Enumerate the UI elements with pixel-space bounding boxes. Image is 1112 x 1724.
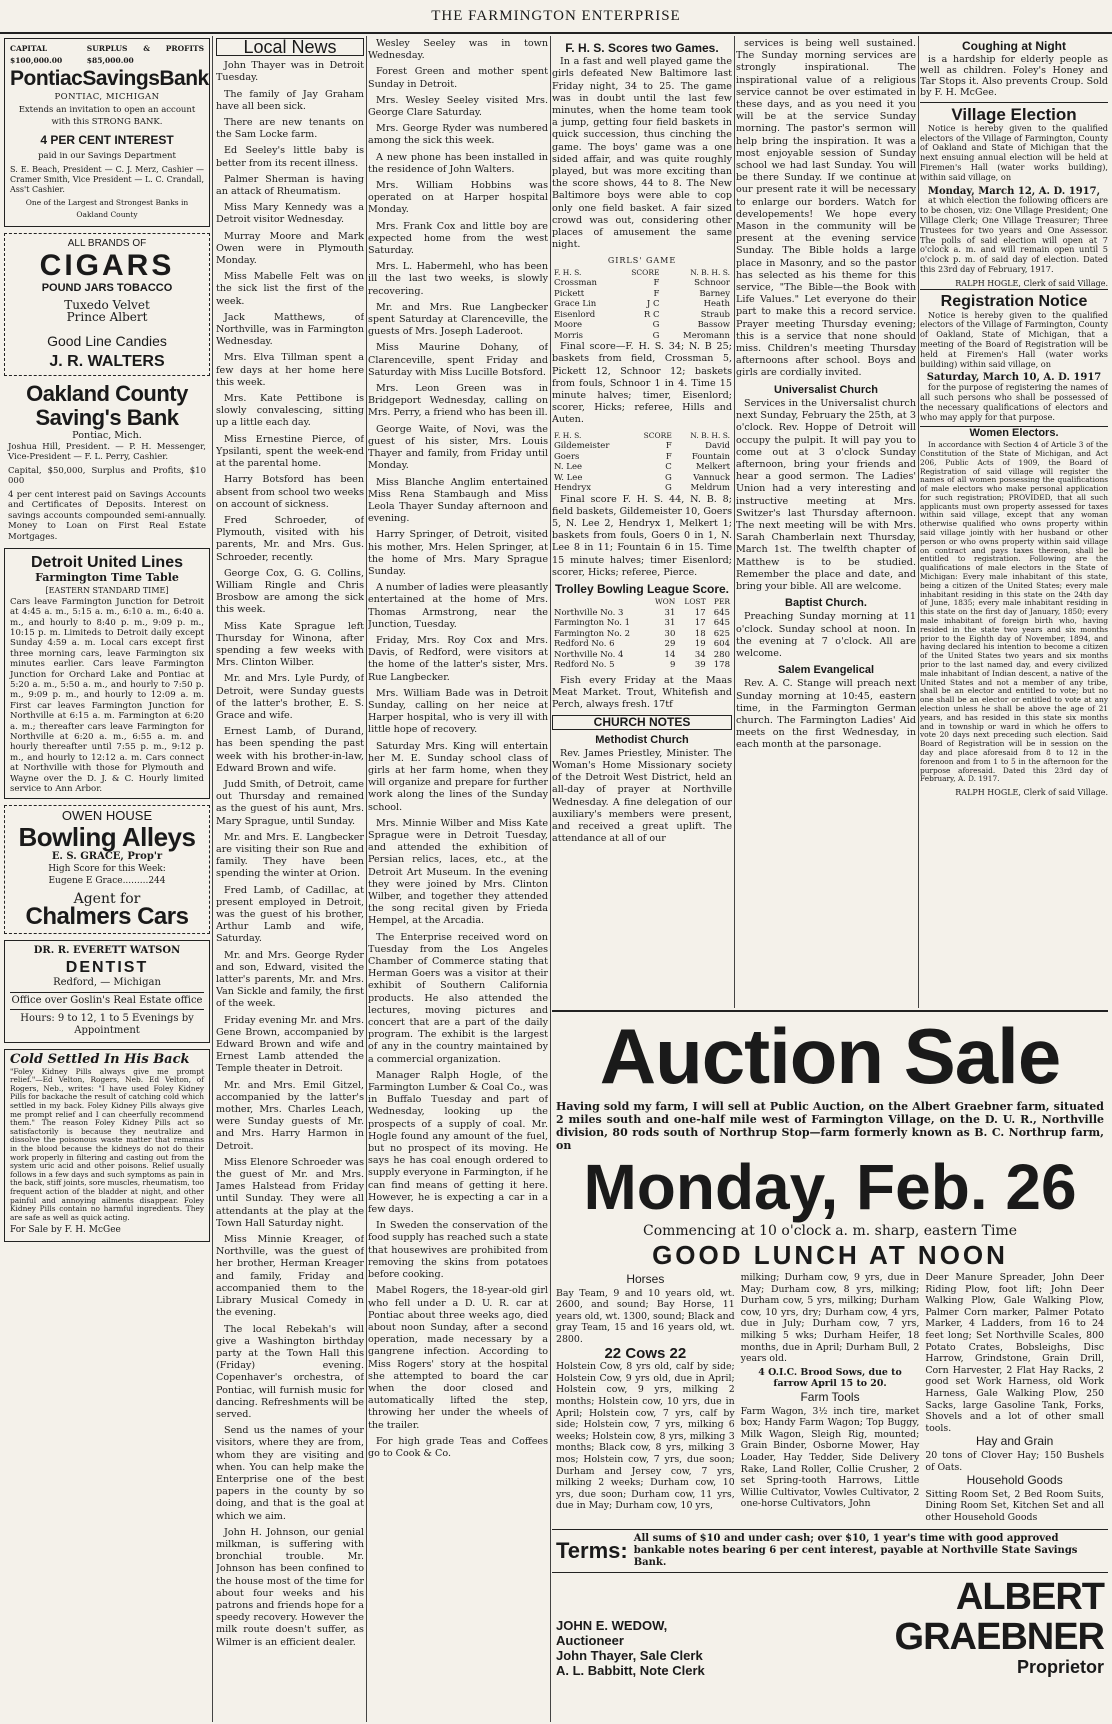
table-cell: 9 xyxy=(669,660,676,671)
table-cell: Pickett xyxy=(554,288,585,299)
news-item: A number of ladies were pleasantly entertained at the home of Mrs. Thomas Armstrong, near the Junction, Tuesday. xyxy=(368,582,548,630)
table-cell: 178 xyxy=(713,660,730,671)
news-item: Mrs. George Ryder was numbered among the sick this week. xyxy=(368,123,548,147)
column-church xyxy=(736,38,916,1010)
news-item: Mr. and Mrs. George Ryder and son, Edward, visited the latter's parents, Mr. and Mrs. Van Sickle and family, the first of the week. xyxy=(216,949,364,1010)
news-item: Jack Matthews, of Northville, was in Farmington Wednesday. xyxy=(216,311,364,348)
table-row xyxy=(552,452,732,463)
table-row xyxy=(552,618,732,629)
table-header-cell: F. H. S. xyxy=(554,267,582,277)
tools-body-2: Deer Manure Spreader, John Deer Riding Plow, foot lift; John Deer Walking Plow, Gale Walking Plow, Palmer Corn marker, Palmer Potato Marker, 4 Ladders, from 16 to 24 feet long; Set Northville Scales, 800 Potato Crates, Bobsleighs, Disc Harrow, Grindstone, Grain Drill, Corn Harvester, 2 Flat Hay Racks, 2 good set Work Harness, old Work Harness, Gale Walking Plow, 250 Sacks, large Gasoline Tank, Forks, Shovels and a lot of other small tools. xyxy=(925,1272,1105,1434)
methodist-body: Rev. James Priestley, Minister. The Woman's Home Missionary society of the Detroit West District, held an all-day of prayer at Northville Wednesday. A fine delegation of our auxiliary's members were present, and received a great uplift. The attendance at all of our xyxy=(552,747,732,845)
bowling-league-title: Trolley Bowling League Score. xyxy=(554,582,730,596)
proprietor-label: Proprietor xyxy=(1016,1657,1104,1678)
table-cell: 30 xyxy=(664,628,676,639)
table-row xyxy=(552,473,732,484)
cold-settled-ad xyxy=(4,1049,210,1242)
bank-interest: 4 PER CENT INTEREST xyxy=(40,133,174,148)
table-row xyxy=(552,462,732,473)
cold-sale: For Sale by F. H. McGee xyxy=(10,1225,121,1236)
news-item: Miss Kate Sprague left Thursday for Winona, after spending a few weeks with Mrs. Clinton Wilber. xyxy=(216,620,364,669)
news-item: Miss Blanche Anglim entertained Miss Rena Stambaugh and Miss Leola Thayer Sunday afternoon and evening. xyxy=(368,476,548,525)
election-title: Village Election xyxy=(920,102,1108,124)
news-item: Mabel Rogers, the 18-year-old girl who fell under a D. U. R. car at Pontiac about three weeks ago, died about noon Sunday, after a second operation, made necessary by a gangrene infection. According to Miss Rogers' story at the hospital she attempted to board the car when the door closed and automatically lifted the step, throwing her under the wheels of the trailer. xyxy=(368,1285,548,1431)
table-cell: G xyxy=(652,330,660,341)
oak-loc: Pontiac, Mich. xyxy=(72,429,142,441)
news-item: Mrs. William Bade was in Detroit Sunday, calling on her neice at Harper hospital, who is very ill with little hope of recovery. xyxy=(368,687,548,736)
news-item: Mr. and Mrs. E. Langbecker are visiting their son Rue and family. They have been spending the winter at Orion. xyxy=(216,831,364,880)
table-row xyxy=(552,331,732,342)
table-cell: 604 xyxy=(713,639,730,650)
news-list xyxy=(368,38,548,1460)
oic-sows: 4 O.I.C. Brood Sows, due to farrow April 15 to 20. xyxy=(758,1366,902,1390)
women-electors-sign: RALPH HOGLE, Clerk of said Village. xyxy=(955,788,1108,798)
table-cell: 645 xyxy=(713,618,730,629)
news-item: Mrs. Minnie Wilber and Miss Kate Sprague were in Detroit Tuesday, and attended the exhibition of Persian relics, laces, etc., at the Detroit Art Museum. In the evening they were joined by Mrs. Clinton Wilber, and together they attended the song recital given by Frieda Hempel, at the Arcadia. xyxy=(368,817,548,927)
news-item: Mrs. William Hobbins was operated on at Harper hospital Monday. xyxy=(368,180,548,216)
table-cell: 18 xyxy=(694,628,706,639)
bank-name: PontiacSavingsBank xyxy=(10,67,209,91)
boys-summary: Final score F. H. S. 44, N. B. 8; field baskets, Gildemeister 10, Goers 5, N. Lee 2, Hendryx 1, Melkert 1; baskets from fouls, Goers 0 in 1, N. Lee 8 in 11; Fountain 6 in 15. Time 15 minute halves; timer Eisenlord; scorer, Hicks; referee, Pierce. xyxy=(552,493,732,578)
table-cell: Meldrum xyxy=(690,483,730,494)
table-cell: Gildemeister xyxy=(554,441,610,452)
table-cell: Vannuck xyxy=(693,472,730,483)
dentist-ad xyxy=(4,940,210,1042)
column-notices xyxy=(920,38,1108,1010)
auction-col-tools xyxy=(741,1272,920,1523)
election-body: Notice is hereby given to the qualified electors of the Village of Farmington, County of Oakland and State of Michigan that the next ensuing annual election will be held at Firemen's Hall (water works building), within said village, on xyxy=(920,122,1108,182)
oak-capital: Capital, $50,000, Surplus and Profits, $10 000 xyxy=(8,465,206,487)
note-clerk: A. L. Babbitt, Note Clerk xyxy=(556,1663,705,1679)
auction-sale-ad xyxy=(552,1010,1108,1718)
auction-date: Monday, Feb. 26 xyxy=(583,1151,1077,1223)
dentist-title: DENTIST xyxy=(65,958,149,976)
local-news-header: Local News xyxy=(216,38,364,56)
column-rule xyxy=(212,36,213,1722)
table-cell: N. Lee xyxy=(554,462,583,473)
cigars-title: CIGARS xyxy=(39,248,175,282)
table-cell: 17 xyxy=(694,607,706,618)
news-item: George Waite, of Novi, was the guest of his sister, Mrs. Louis Thayer and family, from Friday until Monday. xyxy=(368,423,548,472)
table-cell: R C xyxy=(643,309,660,320)
election-sign: RALPH HOGLE, Clerk of said Village. xyxy=(955,278,1108,288)
news-item: The Enterprise received word on Tuesday from the Los Angeles Chamber of Commerce stating that Herman Goers was a visitor at their exhibit of Southern California products. He also attended the lectures, moving pictures and concert that are a part of the daily program. The exhibit is the largest of any in the country maintained by a commercial organization. xyxy=(368,931,548,1065)
table-cell: David xyxy=(705,441,730,452)
tools-body: Farm Wagon, 3½ inch tire, market box; Handy Farm Wagon; Top Buggy, Milk Wagon, Sleigh Rig, mounted; Grain Binder, Osborne Mower, Hay Loader, Hay Tedder, Side Delivery Rake, Land Roller, Collie Crusher, 2 set Spring-tooth Harrows, Little Willie Cultivator, Vowles Cultivator, 2 one-horse Cultivators, John xyxy=(740,1405,920,1510)
news-item: John Thayer was in Detroit Tuesday. xyxy=(216,60,364,84)
registration-body: Notice is hereby given to the qualified electors of the Village of Farmington, County of Oakland, State of Michigan, that a meeting of the Board of Registration will be held at Firemen's Hall (water works building) within said village, on xyxy=(920,309,1108,369)
table-row xyxy=(552,483,732,494)
owner-name: ALBERT GRAEBNER xyxy=(894,1576,1104,1659)
oak-officers: Joshua Hill, President. — P. H. Messenger, Vice-President — F. L. Perry, Cashier. xyxy=(8,441,206,463)
registration-body-2: for the purpose of registering the names of all such persons who shall be possessed of the necessary qualifications of electors and who may apply for that purpose. xyxy=(920,382,1108,422)
news-item: Ed Seeley's little baby is better from its recent illness. xyxy=(216,145,364,169)
column-ads xyxy=(4,38,210,1720)
baptist-body: Preaching Sunday morning at 11 o'clock. Sunday school at noon. In the evening at 7 o'clock. All are welcome. xyxy=(736,611,916,659)
table-cell: F xyxy=(653,288,660,299)
news-item: The local Rebekah's will give a Washington birthday party at the Town Hall this (Friday) evening. Copenhaver's orchestra, of Pontiac, will furnish music for dancing. Refreshments will be served. xyxy=(216,1323,364,1420)
methodist-title: Methodist Church xyxy=(595,733,689,746)
table-cell: 31 xyxy=(664,618,676,629)
table-row xyxy=(552,299,732,310)
table-cell: 280 xyxy=(713,649,730,660)
fhs-body: In a fast and well played game the girls defeated New Baltimore last Friday night, 34 to 25. The game was in doubt until the last few minutes, when the home team took a jump, getting four field baskets in quick succession, thus cinching the game. The boys' game was a one sided affair, and was quite roughly played, but was more exciting than the score shows, 44 to 8. The New Baltimore boys were able to cop only one field basket. A fair sized crowd was out, considering other places of amusement the same night. xyxy=(552,56,732,251)
auction-lead: Having sold my farm, I will sell at Public Auction, on the Albert Graebner farm, situated 2 miles south and one-half mile west of Farmington Village, on the D. U. R., Northville division, 80 rods south of Northrup Stop—farm formerly known as B. C. Northrup farm, on xyxy=(556,1100,1104,1152)
table-cell: 34 xyxy=(694,649,706,660)
chalmers-title: Chalmers Cars xyxy=(25,903,189,931)
table-cell: C xyxy=(665,462,672,473)
column-news-2 xyxy=(368,38,548,1720)
bank-invite: Extends an invitation to open an account with this STRONG BANK. xyxy=(18,104,196,127)
table-header-cell: PER xyxy=(713,597,730,607)
bowling-score-label: High Score for this Week: xyxy=(48,863,166,874)
auction-items xyxy=(552,1270,1108,1525)
auctioneer: JOHN E. WEDOW, Auctioneer xyxy=(556,1618,668,1649)
dul-sub: Farmington Time Table xyxy=(35,571,179,585)
oak-bank-name: Oakland County Saving's Bank xyxy=(26,380,188,430)
dentist-hours: Hours: 9 to 12, 1 to 5 Evenings by Appointment xyxy=(20,1013,194,1037)
salem-title: Salem Evangelical xyxy=(778,664,874,677)
news-item: Fred Lamb, of Cadillac, at present employed in Detroit, was the guest of his brother, Arthur Lamb and wife, Saturday. xyxy=(216,884,364,945)
dul-body: Cars leave Farmington Junction for Detroit at 4:45 a. m., 5:15 a. m., 6:10 a. m., 6:40 a. m., and hourly to 8:40 p. m., 9:09 p. m., 10:15 p. m. Limiteds to Detroit daily except Sunday 4:59 a. m. Local cars except first three morning cars, leave Farmington six minutes earlier. Cars leave Farmington Junction for Orchard Lake and Pontiac at 5:20 a. m., 5:50 a. m., and hourly to 7:50 p. m., 9:09 p. m., and hourly to 12:09 a. m. First car leaves Farmington Junction for Northville at 6:15 a. m. Farmington at 6:20 a. m.; thereafter cars leave Farmington for Northville at 6:20 a. m., 6:55 a. m. and hourly thereafter until 7:55 p. m., 9:12 p. m., and hourly to 12:12 a. m. Cars connect at Northville with those for Plymouth and Wayne over the D. J. & C. Hourly limited service to Ann Arbor. xyxy=(10,596,204,795)
girls-summary: Final score—F. H. S. 34; N. B 25; baskets from field, Crossman 5, Pickett 12, Schnoor 12; baskets from fouls, Schnoor 1 in 4. Time 15 minute halves; timer, Eisenlord; scorer, Hicks; referee, Hills and Auten. xyxy=(552,341,732,426)
bowling-ad xyxy=(4,805,210,934)
table-cell: Northville No. 3 xyxy=(554,607,624,618)
horses-body: Bay Team, 9 and 10 years old, wt. 2600, and sound; Bay Horse, 11 years old, wt. 1300, sound; Black and gray Team, 15 and 16 years old, wt. 2800. xyxy=(556,1287,735,1345)
news-item: Mrs. Leon Green was in Bridgeport Wednesday, calling on Mrs. Perry, a friend who has been ill. xyxy=(368,383,548,419)
table-cell: Morris xyxy=(554,330,584,341)
table-cell: Eisenlord xyxy=(554,309,596,320)
table-cell: F xyxy=(653,278,660,289)
table-row xyxy=(552,650,732,661)
table-cell: W. Lee xyxy=(554,472,583,483)
dul-ad xyxy=(4,548,210,799)
news-item: Forest Green and mother spent Sunday in Detroit. xyxy=(368,66,548,90)
table-row xyxy=(552,289,732,300)
news-item: Ernest Lamb, of Durand, has been spending the past week with his brother-in-law, Edward Brown and wife. xyxy=(216,726,364,774)
news-item: The family of Jay Graham have all been sick. xyxy=(216,88,364,112)
cows-title: 22 Cows 22 xyxy=(604,1344,687,1362)
news-item: Miss Elenore Schroeder was the guest of Mr. and Mrs. James Halstead from Friday until Sunday. They were all attendants at the play at the Town Hall Saturday night. xyxy=(216,1156,364,1229)
household-body: Sitting Room Set, 2 Bed Room Suits, Dining Room Set, Kitchen Set and all other Household Goods xyxy=(925,1488,1105,1523)
cold-title: Cold Settled In His Back xyxy=(10,1051,190,1067)
household-title: Household Goods xyxy=(966,1473,1063,1488)
girls-game-table xyxy=(552,268,732,342)
baptist-title: Baptist Church. xyxy=(785,597,867,610)
news-item: Mrs. Frank Cox and little boy are expected home from the west Saturday. xyxy=(368,220,548,257)
news-item: John H. Johnson, our genial milkman, is suffering with bronchial trouble. Mr. Johnson has been confined to the house most of the time for about four weeks and his patrons and friends hope for a speedy recovery. However the milk route doesn't suffer, as Wilmer is an efficient dealer. xyxy=(216,1526,364,1648)
pontiac-bank-ad xyxy=(4,38,210,227)
dentist-loc: Redford, — Michigan xyxy=(53,976,161,988)
owen-house: OWEN HOUSE xyxy=(61,808,153,824)
cigars-sub: POUND JARS TOBACCO xyxy=(41,281,173,294)
table-cell: 39 xyxy=(694,660,706,671)
girls-game-label: GIRLS' GAME xyxy=(607,256,677,266)
news-item: Miss Ernestine Pierce, of Ypsilanti, spent the week-end at the parental home. xyxy=(216,433,364,470)
dul-std: [EASTERN STANDARD TIME] xyxy=(45,585,169,595)
table-cell: Meromann xyxy=(683,330,730,341)
bowling-league-table xyxy=(552,597,732,671)
fhs-title: F. H. S. Scores two Games. xyxy=(565,41,719,55)
news-item: Wesley Seeley was in town Wednesday. xyxy=(368,38,548,62)
cigars-ad xyxy=(4,233,210,376)
table-cell: Bassow xyxy=(697,320,730,331)
terms-label: Terms: xyxy=(556,1538,628,1564)
table-cell: Redford No. 5 xyxy=(554,660,615,671)
table-header-cell: N. B. H. S. xyxy=(690,267,730,277)
news-item: In Sweden the conservation of the food supply has reached such a state that housewives are prohibited from removing the skins from potatoes before cooking. xyxy=(368,1220,548,1281)
registration-date: Saturday, March 10, A. D. 1917 xyxy=(926,372,1102,384)
table-cell: J C xyxy=(646,299,660,310)
fish-ad: Fish every Friday at the Maas Meat Market. Trout, Whitefish and Perch, always fresh. 17tf xyxy=(552,674,732,711)
column-rule xyxy=(734,36,735,1008)
oakland-bank-ad xyxy=(4,382,210,543)
horses-title: Horses xyxy=(626,1272,665,1286)
table-cell: Grace Lin xyxy=(554,299,597,310)
sale-clerk: John Thayer, Sale Clerk xyxy=(556,1648,703,1664)
table-cell: 645 xyxy=(713,607,730,618)
table-row xyxy=(552,629,732,640)
cows-body: Holstein Cow, 8 yrs old, calf by side; Holstein Cow, 9 yrs old, due in April; Holstein cow, 9 yrs, milking 2 months; Holstein cow, 10 yrs, due in April; Holstein cow, 7 yrs, calf by side; Holstein cow, 7 yrs, milking 6 weeks; Holstein cow, 8 yrs, milking 3 months; Black cow, 8 yrs, milking 3 mos; Holstein cow, 7 yrs, due soon; Durham and Jersey cow, 7 yrs, milking 2 weeks; Durham cow, 10 yrs, due soon; Durham cow, 11 yrs, due in May; Durham cow, 10 yrs, xyxy=(556,1361,735,1512)
local-news-list xyxy=(216,60,364,1649)
news-item: Miss Maurine Dohany, of Clarenceville, spent Friday and Saturday with Miss Lucille Botsford. xyxy=(368,342,548,378)
table-cell: 14 xyxy=(664,649,676,660)
table-row xyxy=(552,278,732,289)
news-item: Friday, Mrs. Roy Cox and Mrs. Davis, of Redford, were visitors at the home of the latter's sister, Mrs. Rue Langbecker. xyxy=(368,634,548,683)
news-item: Miss Mabelle Felt was on the sick list the first of the week. xyxy=(216,271,364,307)
table-cell: F xyxy=(665,451,672,462)
news-item: Miss Minnie Kreager, of Northville, was the guest of her brother, Herman Kreager and family, Friday and accompanied them to the Library Musical Comedy in the evening. xyxy=(216,1234,364,1319)
news-item: For high grade Teas and Coffees go to Cook & Co. xyxy=(368,1435,548,1459)
masthead-title: THE FARMINGTON ENTERPRISE xyxy=(431,7,681,24)
table-cell: Northville No. 4 xyxy=(554,649,624,660)
bank-officers: S. E. Beach, President — C. J. Merz, Cashier — Cramer Smith, Vice President — L. C. Crandall, Ass't Cashier. xyxy=(10,165,204,195)
tools-title: Farm Tools xyxy=(800,1389,860,1404)
owner-block xyxy=(738,1577,1104,1678)
cough-body: is a hardship for elderly people as well as children. Foley's Honey and Tar Stops it. Also prevents Croup. Sold by F. H. McGee. xyxy=(920,53,1108,98)
news-item: Mrs. Elva Tillman spent a few days at her home here this week. xyxy=(216,352,364,388)
news-item: Mrs. Kate Pettibone is slowly convalescing, sitting up a little each day. xyxy=(216,393,364,429)
boys-game-table xyxy=(552,431,732,494)
table-cell: Redford No. 6 xyxy=(554,639,615,650)
table-header-cell: F. H. S. xyxy=(554,430,582,440)
walters: J. R. WALTERS xyxy=(49,352,165,370)
candies: Good Line Candies xyxy=(47,333,167,350)
table-cell: Melkert xyxy=(695,462,730,473)
table-header-cell: SCORE xyxy=(631,267,660,277)
cigars-top: ALL BRANDS OF xyxy=(67,237,147,249)
church-notes-header: CHURCH NOTES xyxy=(552,715,732,729)
cold-body: "Foley Kidney Pills always give me prompt relief."—Ed Velton, Rogers, Neb. Ed Velton, of Rogers, Neb., writes: "I have used Foley Kidney Pills for backache the result of catching cold which settled in my back. Foley Kidney Pills always give me prompt relief and I can cheerfully recommend them." The reason Foley Kidney Pills act so satisfactorily is because they neutralize and dissolve the poisonous waste matter that remains in the blood because the kidneys do not do their work properly in filtering and casting out from the system uric acid and other poisons. Relief usually follows in a few days and such symptoms as pain in the back, stiff joints, sore muscles, rheumatism, too frequent action of the bladder at night, and other painful and annoying ailments disappear. Foley Kidney Pills contain no harmful ingredients. They are safe as well as quick acting. xyxy=(10,1066,204,1222)
column-rule xyxy=(550,36,551,1722)
masthead xyxy=(0,0,1112,34)
news-item: Mr. and Mrs. Lyle Purdy, of Detroit, were Sunday guests of the latter's brother, E. S. Grace and wife. xyxy=(216,673,364,721)
bank-capital: CAPITAL $100,000.00 xyxy=(10,44,63,66)
table-header-cell: WON xyxy=(654,597,676,607)
news-item: Harry Springer, of Detroit, visited his mother, Mrs. Helen Springer, at the home of Mrs. Mary Sprague Sunday. xyxy=(368,529,548,577)
agent-label: Agent for xyxy=(73,891,141,908)
column-rule xyxy=(918,36,919,1008)
dul-title: Detroit United Lines xyxy=(30,554,183,572)
salem-body: Rev. A. C. Stange will preach next Sunday morning at 10:45, eastern time, in the Farmington German church. The Farmington Ladies' Aid meets on the first Wednesday, in each month at the parsonage. xyxy=(736,678,916,751)
news-item: Fred Schroeder, of Plymouth, visited with his parents, Mr. and Mrs. Gus. Schroeder, recently. xyxy=(216,514,364,563)
news-item: Palmer Sherman is having an attack of Rheumatism. xyxy=(216,173,364,198)
table-cell: G xyxy=(665,472,672,483)
terms-body: All sums of $10 and under cash; over $10, 1 year's time with good approved bankable notes bearing 6 per cent interest, payable at Northville State Savings Bank. xyxy=(633,1533,1078,1569)
table-cell: Fountain xyxy=(691,451,730,462)
news-item: There are new tenants on the Sam Locke farm. xyxy=(216,117,364,141)
table-header-cell: N. B. H. S. xyxy=(690,430,730,440)
bank-tagline: One of the Largest and Strongest Banks in Oakland County xyxy=(25,198,189,220)
table-row xyxy=(552,660,732,671)
table-cell: Goers xyxy=(554,451,580,462)
table-cell: 31 xyxy=(664,607,676,618)
auction-title: Auction Sale xyxy=(599,1012,1061,1100)
table-cell: G xyxy=(652,320,660,331)
table-header-cell: SCORE xyxy=(643,430,672,440)
news-item: Manager Ralph Hogle, of the Farmington Lumber & Coal Co., was in Buffalo Tuesday and part of Wednesday, looking up the prospects of a supply of coal. Mr. Hogle found any amount of the fuel, but no prospect of its moving. He says he has coal enough ordered to supply everyone in Farmington, if he can find means of getting it here. However, he is expecting a car in a few days. xyxy=(368,1069,548,1216)
dentist-office: Office over Goslin's Real Estate office xyxy=(10,992,204,1010)
table-cell: Hendryx xyxy=(554,483,592,494)
bowling-title: Bowling Alleys xyxy=(18,821,196,852)
column-sports xyxy=(552,38,732,1010)
table-cell: G xyxy=(665,483,672,494)
news-item: Mr. and Mrs. Emil Gitzel, accompanied by the latter's mother, Mrs. Charles Leach, were Sunday guests of Mr. and Mrs. Harry Harmon in Detroit. xyxy=(216,1079,364,1152)
table-cell: 19 xyxy=(694,639,706,650)
oak-body: 4 per cent interest paid on Savings Accounts and Certificates of Deposits. Interest on savings accounts compounded semi-annually. Money to Loan on First Real Estate Mortgages. xyxy=(8,489,206,542)
cough-title: Coughing at Night xyxy=(962,39,1066,53)
universalist-body: Services in the Universalist church next Sunday, February the 25th, at 3 o'clock. Rev. Hoppe of Detroit will occupy the pulpit. It will pay you to come out at 3 o'clock Sunday afternoon, bring your friends and hear a good sermon. The Ladies' Union had a very interesting and instructive meeting at Mrs. Switzer's last Thursday afternoon. The next meeting will be with Mrs. Sarah Chamberlain next Thursday, March 1st. The twelfth chapter of Matthew is to be studied. Remember the place and date, and bring your bible. All are welcome. xyxy=(736,397,916,592)
table-cell: Heath xyxy=(703,299,730,310)
table-row xyxy=(552,639,732,650)
column-rule xyxy=(366,36,367,1722)
news-item: Murray Moore and Mark Owen were in Plymouth Monday. xyxy=(216,230,364,267)
table-cell: Schnoor xyxy=(694,278,730,289)
news-item: Mr. and Mrs. Rue Langbecker spent Saturday at Clarenceville, the guests of Mrs. Joseph Laderoot. xyxy=(368,301,548,338)
auction-time: Commencing at 10 o'clock a. m. sharp, eastern Time xyxy=(642,1223,1017,1239)
auction-col-livestock xyxy=(556,1272,735,1523)
election-date: Monday, March 12, A. D. 1917, xyxy=(927,185,1101,197)
election-body-2: at which election the following officers are to be chosen, viz: One Village President; One Village Clerk; One Village Treasurer; Three Trustees for two years and One Assessor. The polls of said election will open at 7 o'clock a. m. and will remain open until 5 o'clock p. m. of said day of election. Dated this 23rd day of February, 1917. xyxy=(920,195,1108,274)
bowling-prop: E. S. GRACE, Prop'r xyxy=(51,850,163,862)
table-cell: Farmington No. 2 xyxy=(554,628,631,639)
cigars-brand2: Prince Albert xyxy=(66,310,148,325)
news-item: Judd Smith, of Detroit, came out Thursday and remained as the guest of his aunt, Mrs. Mary Sprague, until Sunday. xyxy=(216,778,364,827)
table-cell: 29 xyxy=(664,639,676,650)
table-row xyxy=(552,310,732,321)
registration-title: Registration Notice xyxy=(920,289,1108,311)
news-item: Saturday Mrs. King will entertain her M. E. Sunday school class of girls at her farm home, when they will organize and prepare for further work along the lines of the Sunday school. xyxy=(368,740,548,813)
table-cell: Moore xyxy=(554,320,583,331)
bowling-score: Eugene E Grace.........244 xyxy=(48,876,166,887)
hay-title: Hay and Grain xyxy=(975,1434,1054,1449)
bank-interest-sub: paid in our Savings Department xyxy=(38,151,176,162)
news-item: Friday evening Mr. and Mrs. Gene Brown, accompanied by Edward Brown and wife and Ernest Lamb attended the Temple theater in Detroit. xyxy=(216,1014,364,1075)
table-cell: Crossman xyxy=(554,278,598,289)
cigars-brands: Tuxedo Velvet xyxy=(64,298,150,313)
bank-surplus: SURPLUS & PROFITS $85,000.00 xyxy=(86,44,204,66)
auction-terms xyxy=(552,1529,1108,1573)
table-cell: Barney xyxy=(699,288,730,299)
news-item: Mrs. L. Habermehl, who has been ill the last two weeks, is slowly recovering. xyxy=(368,261,548,297)
table-header-cell: LOST xyxy=(684,597,706,607)
news-item: George Cox, G. G. Collins, William Ringle and Chris Brosbow are among the sick this week. xyxy=(216,567,364,616)
news-item: Harry Botsford has been absent from school two weeks on account of sickness. xyxy=(216,474,364,510)
auction-clerks xyxy=(556,1618,738,1678)
dentist-name: DR. R. EVERETT WATSON xyxy=(33,945,181,957)
table-row xyxy=(552,320,732,331)
column-local-news xyxy=(216,38,364,1720)
table-cell: Farmington No. 1 xyxy=(554,618,631,629)
auction-owner xyxy=(552,1573,1108,1682)
women-electors-body: In accordance with Section 4 of Article 3 of the Constitution of the State of Michigan, and Act 206, Public Acts of 1909, the Board of Registration of said village will register the names of all women possessing the qualifications of male electors who make personal application for such registration; PROVIDED, that all such applicants must own property assessed for taxes within said village, except that any woman otherwise qualified who owns property within said village jointly with her husband or other person or who owns property within said village on contract and pays taxes thereon, shall be entitled to registration. Following are the qualifications of male electors in the State of Michigan: Every male inhabitant of this state, being a citizen of the United States; every male inhabitant residing in this state on the 24th day of June, 1835; every male inhabitant residing in this state on the first day of January, 1850; every male inhabitant of foreign birth who, having resided in the state two years and six months prior to the Eighth day of November, 1894, and having declared his intention to become a citizen of the United States two years and six months prior to the last named day, and every civilized male inhabitant of Indian descent, a native of the United States and not a member of any tribe, shall be an elector and entitled to vote; but no one shall be an elector or entitled to vote at any election unless he shall be above the age of 21 years, and has resided in this state six months and in township or ward in which he offers to vote 20 days next preceding such election. Said Board of Registration will be in session on the day and place aforesaid from 8 to 12 in the forenoon and from 1 to 5 in the afternoon for the purpose aforesaid. Dated this 23rd day of February, A. D. 1917. xyxy=(920,440,1108,784)
hay-body: 20 tons of Clover Hay; 150 Bushels of Oats. xyxy=(925,1449,1105,1473)
bank-location: PONTIAC, MICHIGAN xyxy=(54,92,160,103)
news-item: Send us the names of your visitors, where they are from, whom they are visiting and when. You can help make the Enterprise one of the best papers in the county by so doing, and that is the goal at which we aim. xyxy=(216,1425,364,1522)
auction-col-household xyxy=(925,1272,1104,1523)
table-row xyxy=(552,441,732,452)
table-cell: 625 xyxy=(713,628,730,639)
women-electors-title: Women Electors. xyxy=(920,426,1108,439)
universalist-title: Universalist Church xyxy=(774,383,878,396)
table-header-cell xyxy=(552,597,648,608)
news-item: A new phone has been installed in the residence of John Walters. xyxy=(368,151,548,175)
table-cell: F xyxy=(665,441,672,452)
table-cell: 17 xyxy=(694,618,706,629)
auction-lunch: GOOD LUNCH AT NOON xyxy=(652,1240,1008,1270)
news-item: Miss Mary Kennedy was a Detroit visitor Wednesday. xyxy=(216,202,364,226)
church-cont-body: services is being well sustained. The Sunday morning services are strongly inspirational. The inspirational value of a religious service cannot be over estimated in these days, and as you need it you will be at the service Sunday morning. The pastor's sermon will help bring the inspiration. It was a most enjoyable session of Sunday school we had last Sunday. You will be there Sunday. If we continue at our present rate it will be necessary to enlarge our borders. Watch for developements! We hope every Mason in the community will be present at the evening service Sunday. The Bible holds a large place in Masonry, and so the pastor has selected as his theme for this service, "The Bible—the Book with Life Values." Let everyone do their part to make this a record service. Prayer meeting Thursday evening; this is a service that none should miss. Children's meeting Thursday afternoons after school. Boys and girls are cordially invited. xyxy=(736,38,916,379)
cows-body-2: milking; Durham cow, 9 yrs, due in May; Durham cow, 8 yrs, milking; Durham cow, 5 yrs, milking; Durham cow, 10 yrs, dry; Durham cow, 4 yrs, due in July; Durham cow, 7 yrs, milking 5 wks; Durham Heifer, 18 months, due in April; Durham Bull, 2 years old. xyxy=(740,1272,920,1365)
news-item: Mrs. Wesley Seeley visited Mrs. George Clare Saturday. xyxy=(368,94,548,119)
table-row xyxy=(552,608,732,619)
table-cell: Straub xyxy=(700,309,730,320)
